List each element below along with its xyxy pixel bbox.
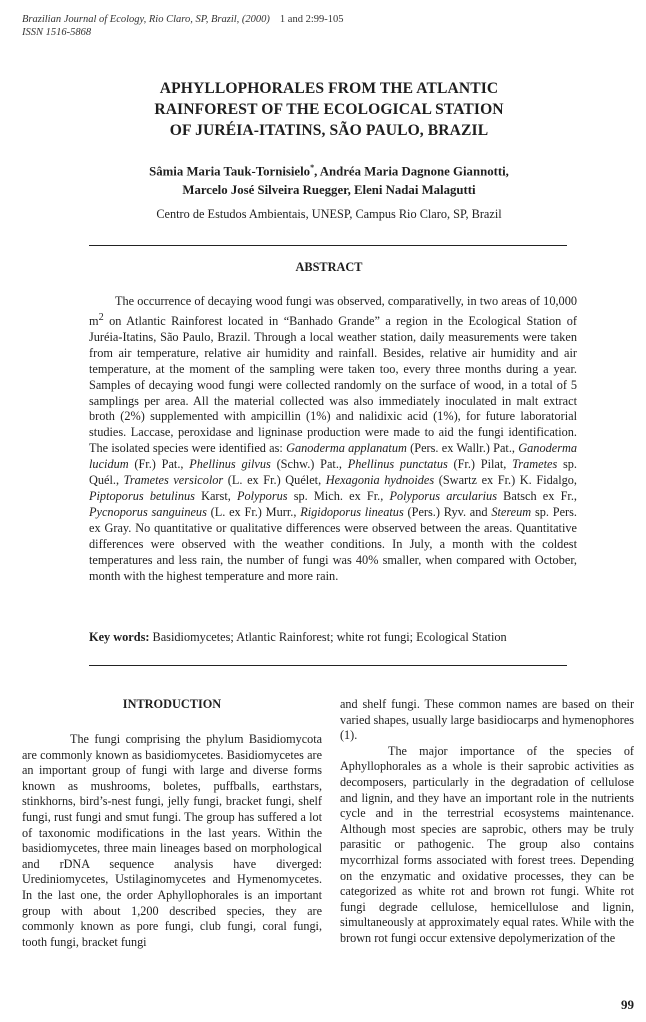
abstract-text: sp. Pers. ex Gray. No quantitative or qualitative differences were observed between the areas. Quantitative differences were observed with the weather conditions. In July, a month with the coldest temperatures and less rain, the number of fungi was 40% smaller, when compared with October, month with the highest temperature and more rain. (89, 504, 577, 583)
superscript: 2 (98, 311, 104, 323)
abstract-text: (Fr.) Pat., (128, 457, 190, 472)
corresponding-mark: * (310, 163, 315, 172)
abstract-text: Karst, (194, 488, 237, 503)
title-line: RAINFOREST OF THE ECOLOGICAL STATION (154, 101, 504, 118)
abstract-text: (L. ex Fr.) Quélet, (223, 473, 326, 488)
abstract-text: The occurrence of decaying wood fungi was observed, comparativelly, in two areas of 10,000 m (89, 294, 577, 328)
species-name: Rigidoporus lineatus (300, 504, 404, 519)
paragraph: The major importance of the species of Aphyllophorales as a whole is their saprobic activities as decomposers, particularly in the degradation of cellulose and lignin, and they have an important role in the nutrients cycle and in the terrestrial ecosystems maintenance. Although most species are saprobic, others may be truly parasitic or pathogenic. The group also contains mycorrhizal forms associated with forest trees. Depending on the enzymatic and oxidative processes, they can be categorized as white rot and brown rot fungi. White rot fungi degrade cellulose, hemicellulose and lignin, simultaneously at approximately equal rates. While with the brown rot fungi occur extensive depolymerization of the (340, 743, 634, 945)
journal-name: Brazilian Journal of Ecology, Rio Claro, SP, Brazil, (2000) (22, 14, 270, 25)
species-name: Hexagonia hydnoides (325, 473, 435, 488)
author-name: Sâmia Maria Tauk-Tornisielo (149, 164, 311, 179)
title-line: OF JURÉIA-ITATINS, SÃO PAULO, BRAZIL (169, 122, 489, 139)
right-column (340, 697, 634, 947)
keywords-text: Basidiomycetes; Atlantic Rainforest; white rot fungi; Ecological Station (149, 630, 507, 644)
species-name: Piptoporus betulinus (89, 488, 195, 503)
divider (89, 665, 567, 666)
species-name: Phellinus gilvus (189, 457, 271, 472)
paragraph: The fungi comprising the phylum Basidiomycota are commonly known as basidiomycetes. Basidiomycetes are an important group of fungi with large and diverse forms known as mushrooms, boletes, puffballs, earthstars, stinkhorns, bird’s-nest fungi, jelly fungi, bracket fungi, shelf fungi, rust fungi and smut fungi. The group has suffered a lot of taxonomic modifications in the last years. Within the basidiomycetes, three main lineages based on morphological and rDNA sequence analysis have diverged: Urediniomycetes, Ustilaginomycetes and Hymenomycetes. In the last one, the order Aphyllophorales is an important group with about 1,200 described species, they are commonly known as pore fungi, club fungi, coral fungi, tooth fungi, bracket fungi (22, 732, 322, 949)
species-name: Trametes (512, 457, 558, 472)
species-name: Polyporus arcularius (389, 488, 497, 503)
journal-citation (22, 12, 344, 27)
paragraph: and shelf fungi. These common names are based on their varied shapes, usually large basidiocarps and hymenophores (1). (340, 697, 634, 743)
species-name: Ganoderma applanatum (286, 441, 407, 456)
keywords (89, 630, 577, 645)
title-line: APHYLLOPHORALES FROM THE ATLANTIC (159, 80, 499, 97)
species-name: Ganoderma lucidum (89, 441, 578, 472)
abstract-heading: ABSTRACT (295, 260, 363, 274)
abstract-text: (Schw.) Pat., (270, 457, 348, 472)
abstract-body (89, 294, 577, 584)
page-number: 99 (621, 997, 634, 1012)
abstract-text: sp. Quél., (89, 457, 577, 488)
author-line: Marcelo José Silveira Ruegger, Eleni Nadai Malagutti (182, 183, 476, 198)
abstract-text: (L. ex Fr.) Murr., (206, 504, 301, 519)
left-column (22, 732, 322, 950)
author-list (60, 158, 598, 200)
keywords-label: Key words: (89, 630, 150, 644)
issn: ISSN 1516-5868 (22, 27, 92, 38)
species-name: Trametes versicolor (123, 473, 224, 488)
species-name: Stereum (491, 504, 532, 519)
abstract-text: (Pers. ex Wallr.) Pat., (406, 441, 519, 456)
author-line (60, 158, 598, 181)
species-name: Polyporus (236, 488, 288, 503)
divider (89, 245, 567, 246)
abstract-text: on Atlantic Rainforest located in “Banhado Grande” a region in the Ecological Station of Juréia-Itatins, São Paulo, Brazil. Through a local weather station, daily measurements were taken from air temperature, relative air humidity and rainfall. Besides, relative air humidity and air temperature, at the moment of the sampling were taken too, every three months during a year. Samples of decaying wood fungi were collected randomly on the surface of wood, in a total of 5 samplings per area. All the material collected was also immediately inoculated in malt extract broth (2%) supplemented with ampicillin (1%) and nalidixic acid (1%), for future laboratorial studies. Laccase, peroxidase and ligninase production were made to aid the fungi identification. The isolated species were identified as: (89, 314, 577, 456)
abstract-text: (Fr.) Pilat, (447, 457, 513, 472)
paper-title (60, 78, 598, 141)
introduction-heading: INTRODUCTION (122, 697, 222, 711)
species-name: Phellinus punctatus (347, 457, 448, 472)
abstract-text: Batsch ex Fr., (496, 488, 577, 503)
abstract-text: sp. Mich. ex Fr., (287, 488, 390, 503)
author-names: , Andréa Maria Dagnone Giannotti, (314, 164, 509, 179)
journal-issue: 1 and 2:99-105 (279, 14, 344, 25)
affiliation: Centro de Estudos Ambientais, UNESP, Campus Rio Claro, SP, Brazil (156, 207, 502, 221)
abstract-text: (Swartz ex Fr.) K. Fidalgo, (434, 473, 577, 488)
species-name: Pycnoporus sanguineus (89, 504, 207, 519)
abstract-text: (Pers.) Ryv. and (403, 504, 492, 519)
